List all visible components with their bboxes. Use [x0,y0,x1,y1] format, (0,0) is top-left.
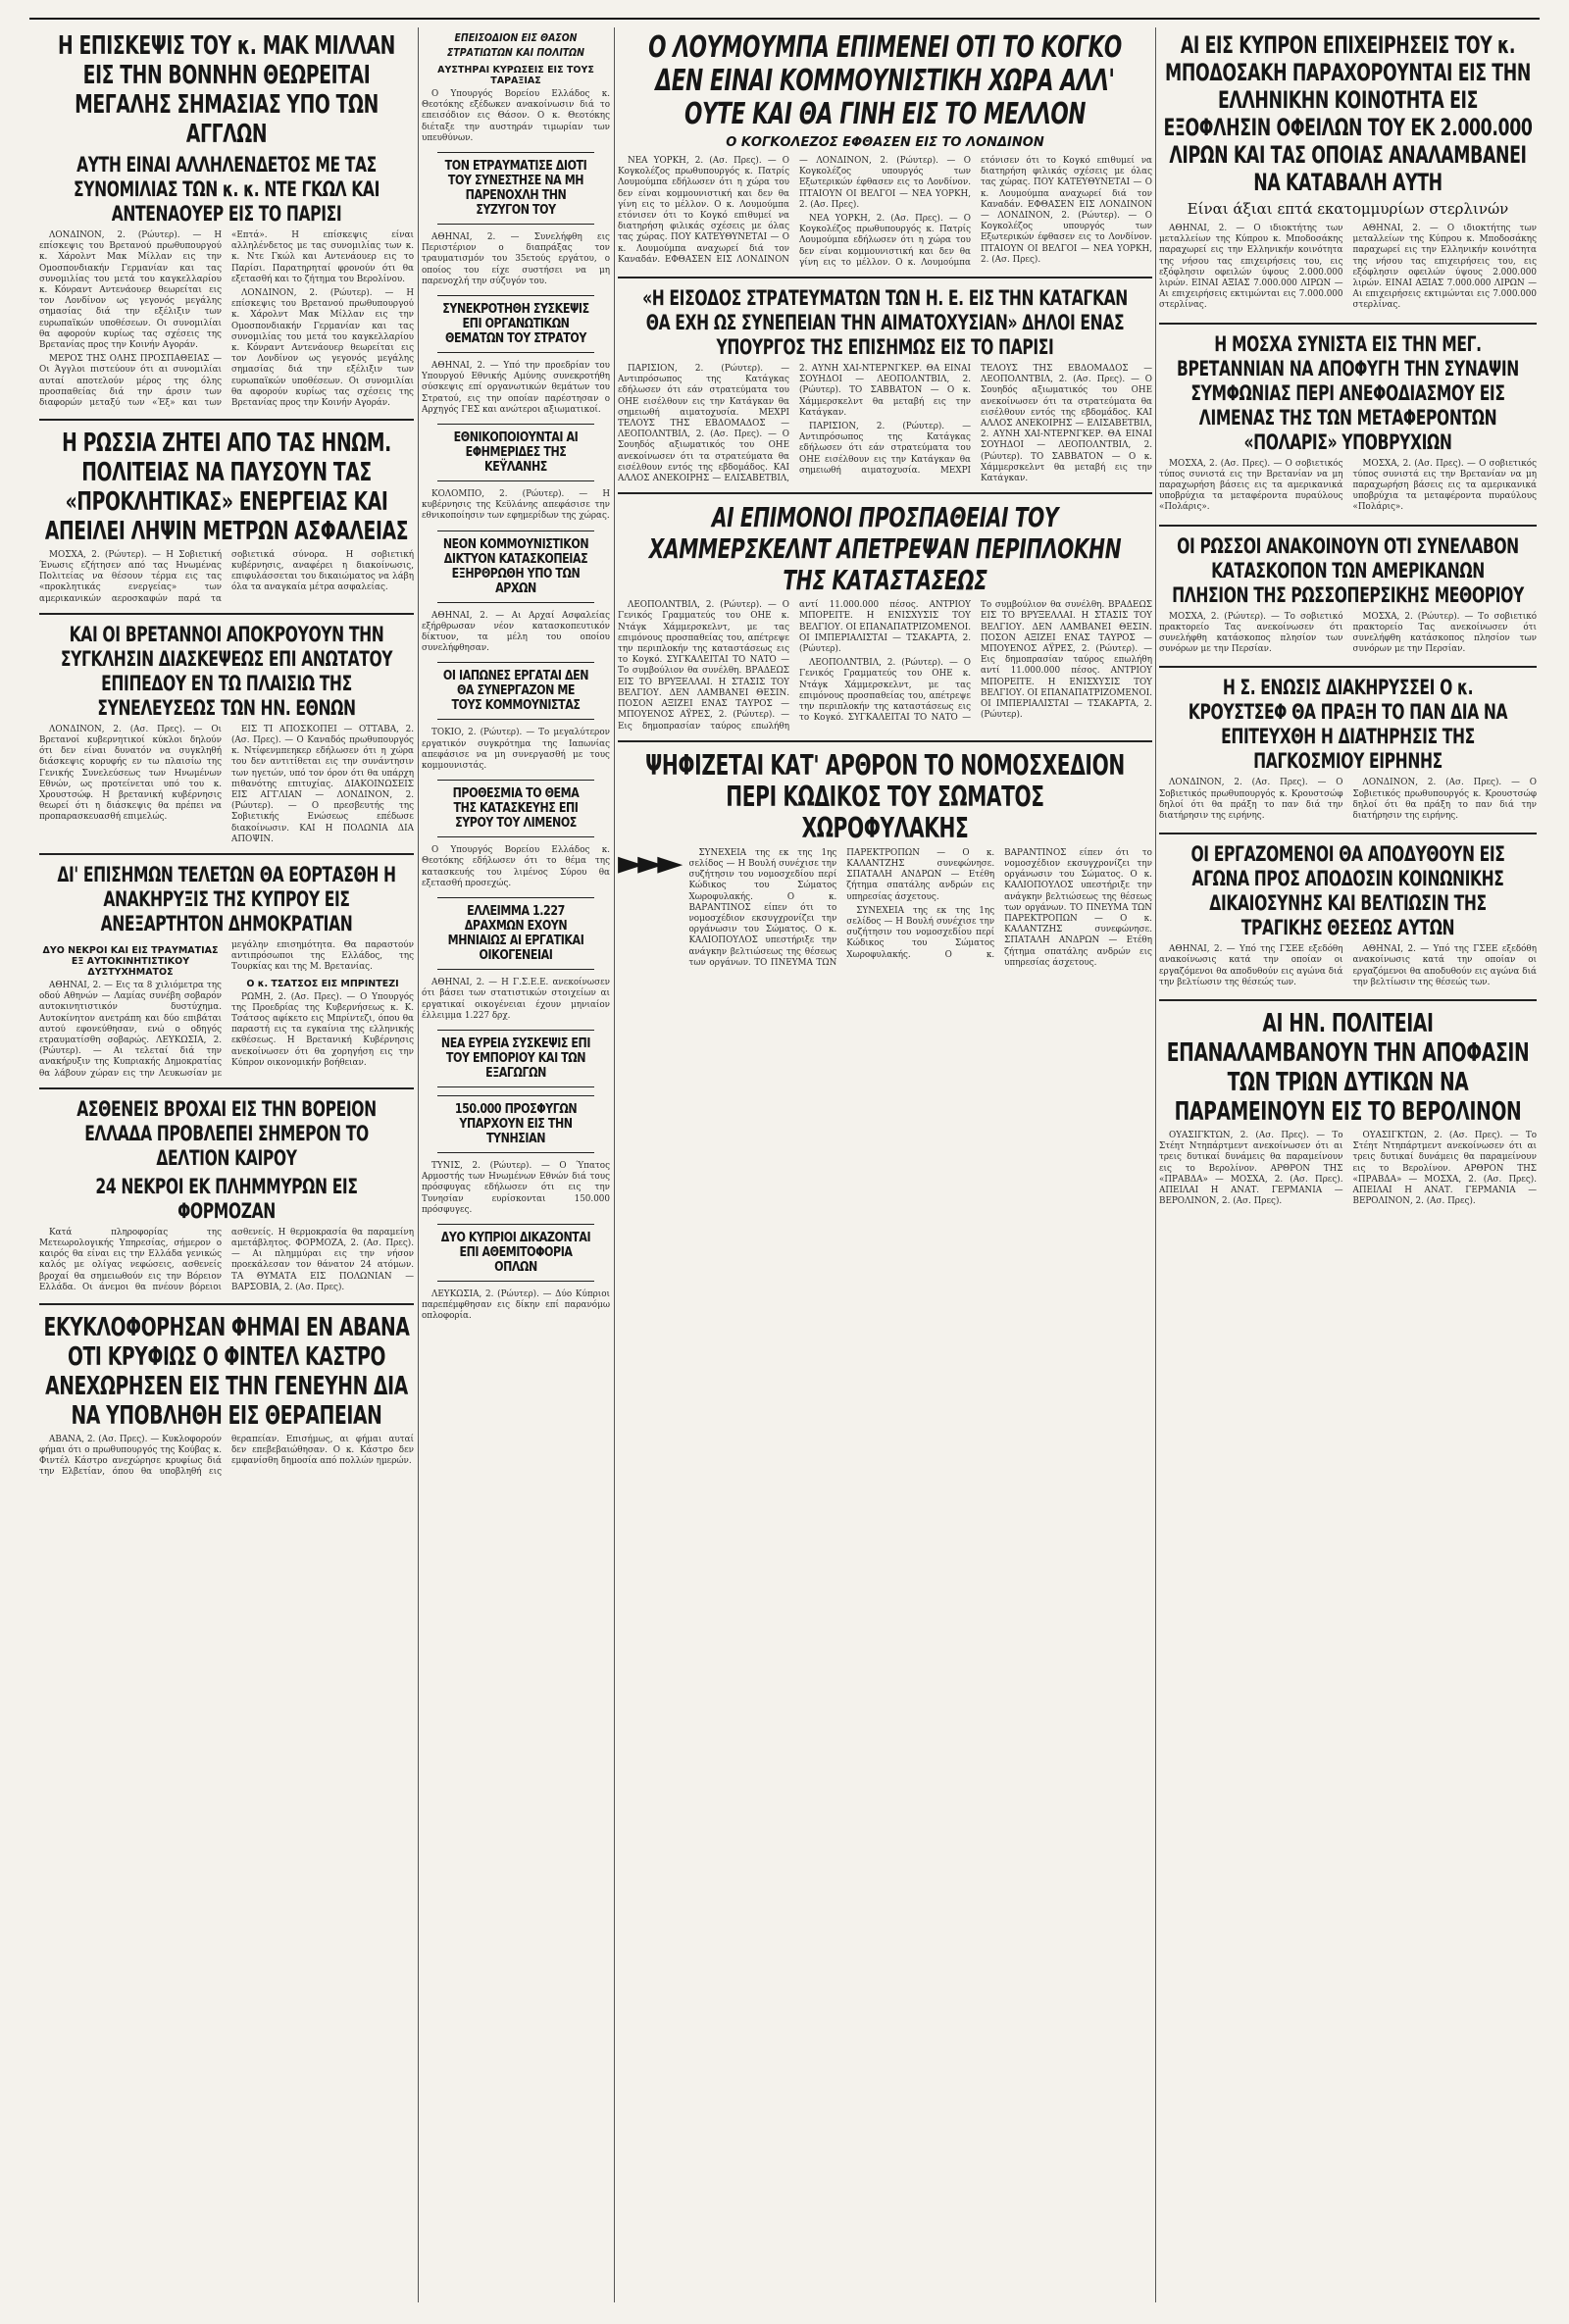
inline-heading: Ο κ. ΤΣΑΤΣΟΣ ΕΙΣ ΜΠΡΙΝΤΕΖΙ [246,978,399,989]
article-body [1159,612,1537,659]
article-text: ΣΥΝΕΧΕΙΑ της εκ της 1ης σελίδος — Η Βουλή συνέχισε την συζήτησιν του νομοσχεδίου περί Κώδικος του Σώματος Χωροφυλακής. Ο κ. ΒΑΡΑΝΤΙΝΟΣ είπεν ότι το νομοσχέδιον εκσυγχρονίζει την οργάνωσιν του Σώματος. Ο κ. ΚΑΛΙΟΠΟΥΛΟΣ υπεστήριξε την ανάγκην βελτιώσεως της θέσεως των οργάνων. ΤΟ ΠΝΕΥΜΑ ΤΩΝ ΠΑΡΕΚΤΡΟΠΩΝ — Ο κ. ΚΑΛΑΝΤΖΗΣ συνεφώνησε. ΣΠΑΤΑΛΗ ΑΝΔΡΩΝ — Ετέθη ζήτημα σπατάλης ανδρών εις υπηρεσίας άσχετους. [846,847,1152,968]
headline-britain-summit: ΚΑΙ ΟΙ ΒΡΕΤΑΝΝΟΙ ΑΠΟΚΡΟΥΟΥΝ ΤΗΝ ΣΥΓΚΛΗΣΙΝ ΔΙΑΣΚΕΨΕΩΣ ΕΠΙ ΑΝΩΤΑΤΟΥ ΕΠΙΠΕΔΟΥ ΕΝ ΤΩ ΠΛΑΙΣΙΩ ΤΗΣ ΣΥΝΕΛΕΥΣΕΩΣ ΤΩΝ ΗΝ. ΕΘΝΩΝ [60,622,393,720]
section-divider [1159,666,1537,668]
headline-lumumba: Ο ΛΟΥΜΟΥΜΠΑ ΕΠΙΜΕΝΕΙ ΟΤΙ ΤΟ ΚΟΓΚΟ ΔΕΝ ΕΙΝΑΙ ΚΟΜΜΟΥΝΙΣΤΙΚΗ ΧΩΡΑ ΑΛΛ' ΟΥΤΕ ΚΑΙ ΘΑ ΓΙΝΗ ΕΙΣ ΤΟ ΜΕΛΛΟΝ [648,30,1122,131]
article-text: ΟΥΑΣΙΓΚΤΩΝ, 2. (Ασ. Πρες). — Το Στέητ Ντηπάρτμεντ ανεκοίνωσεν ότι αι τρεις δυτικαί δυνάμεις θα παραμείνουν εις το Βερολίνον. ΑΡΘΡΟΝ ΤΗΣ «ΠΡΑΒΔΑ» — ΜΟΣΧΑ, 2. (Ασ. Πρες). ΑΠΕΙΛΑΙ Η ΑΝΑΤ. ΓΕΡΜΑΝΙΑ — ΒΕΡΟΛΙΝΟΝ, 2. (Ασ. Πρες). [1159,1131,1343,1207]
headline-formosa-floods: 24 ΝΕΚΡΟΙ ΕΚ ΠΛΗΜΜΥΡΩΝ ΕΙΣ ΦΟΡΜΟΖΑΝ [95,1174,358,1223]
article-text: ΑΘΗΝΑΙ, 2. — Συνελήφθη εις Περιστέριον ο διαπράξας τον τραυματισμόν του 35ετούς εργάτου, ο οποίος του είχε συστήσει να μη παρενοχλή την σύζυγόν του. [422,232,610,286]
article-text: ΤΥΝΙΣ, 2. (Ρώυτερ). — Ο Ύπατος Αρμοστής των Ηνωμένων Εθνών διά τους πρόσφυγας εδήλωσεν ότι εις την Τυνησίαν ευρίσκονται 150.000 πρόσφυγες. [422,1160,610,1215]
article-body [1159,1131,1537,1210]
headline-khrushchev-peace: Η Σ. ΕΝΩΣΙΣ ΔΙΑΚΗΡΥΣΣΕΙ Ο κ. ΚΡΟΥΣΤΣΕΦ ΘΑ ΠΡΑΞΗ ΤΟ ΠΑΝ ΔΙΑ ΝΑ ΕΠΙΤΕΥΧΘΗ Η ΔΙΑΤΗΡΗΣΙΣ ΤΗΣ ΠΑΓΚΟΣΜΙΟΥ ΕΙΡΗΝΗΣ [1188,676,1508,774]
article-text: ΛΟΝΔΙΝΟΝ, 2. (Ρώυτερ). — Η επίσκεψις του Βρετανού πρωθυπουργού κ. Χάρολντ Μακ Μίλλαν εις την Ομοσπονδιακήν Γερμανίαν και τας συνομιλίας του μετά του καγκελλαρίου κ. Κόνραντ Αντενάουερ θεωρείται εις τον Λονδίνον ως γεγονός μεγάλης σημασίας διά την εξέλιξιν των ευρωπαϊκών υποθέσεων. Οι συνομιλίαι θα αφορούν κυρίως τας σχέσεις της Βρετανίας προς την Κοινήν Αγοράν. [39,230,222,351]
article-body [618,156,1152,269]
article-text: ΛΟΝΔΙΝΟΝ, 2. (Ασ. Πρες). — Οι Βρετανοί κυβερνητικοί κύκλοι δηλούν ότι δεν είναι δυνατόν να συγκληθή διάσκεψις κορυφής εν τω πλαισίω της Γενικής Συνελεύσεως των Ηνωμένων Εθνών, ως προτείνεται υπό του κ. Χρουστσώφ. Η βρετανική κυβέρνησις θεωρεί ότι η διάσκεψις θα πρέπει να προπαρασκευασθή επιμελώς. [39,724,222,823]
article-text: Ο Υπουργός Βορείου Ελλάδος κ. Θεοτόκης εξέδωκεν ανακοίνωσιν διά το επεισόδιον εις Θάσον. Ο κ. Θεοτόκης διέταξε την αυστηράν τιμωρίαν των υπευθύνων. [422,89,610,143]
headline-berlin: ΑΙ ΗΝ. ΠΟΛΙΤΕΙΑΙ ΕΠΑΝΑΛΑΜΒΑΝΟΥΝ ΤΗΝ ΑΠΟΦΑΣΙΝ ΤΩΝ ΤΡΙΩΝ ΔΥΤΙΚΩΝ ΝΑ ΠΑΡΑΜΕΙΝΟΥΝ ΕΙΣ ΤΟ ΒΕΡΟΛΙΝΟΝ [1166,1009,1530,1128]
article-body [618,364,1152,484]
headline-bodosakis: ΑΙ ΕΙΣ ΚΥΠΡΟΝ ΕΠΙΧΕΙΡΗΣΕΙΣ ΤΟΥ κ. ΜΠΟΔΟΣΑΚΗ ΠΑΡΑΧΟΡΟΥΝΤΑΙ ΕΙΣ ΤΗΝ ΕΛΛΗΝΙΚΗΝ ΚΟΙΝΟΤΗΤΑ ΕΙΣ ΕΞΟΦΛΗΣΙΝ ΟΦΕΙΛΩΝ ΤΟΥ ΕΚ 2.000.000 ΛΙΡΩΝ ΚΑΙ ΤΑΣ ΟΠΟΙΑΣ ΑΝΑΛΑΜΒΑΝΕΙ ΝΑ ΚΑΤΑΒΑΛΗ ΑΥΤΗ [1163,31,1533,196]
headline-army-meeting: ΣΥΝΕΚΡΟΤΗΘΗ ΣΥΣΚΕΨΙΣ ΕΠΙ ΟΡΓΑΝΩΤΙΚΩΝ ΘΕΜΑΤΩΝ ΤΟΥ ΣΤΡΑΤΟΥ [442,302,589,347]
article-text: ΑΘΗΝΑΙ, 2. — Η Γ.Σ.Ε.Ε. ανεκοίνωσεν ότι βάσει των στατιστικών στοιχείων αι εργατικαί οικογένειαι έχουν μηνιαίον έλλειμμα 1.227 δρχ. [422,978,610,1021]
inline-heading: ΑΥΣΤΗΡΑΙ ΚΥΡΩΣΕΙΣ ΕΙΣ ΤΟΥΣ ΤΑΡΑΞΙΑΣ [437,65,594,86]
column-4 [1159,27,1537,2307]
article-text: ΛΕΟΠΟΛΝΤΒΙΛ, 2. (Ρώυτερ). — Ο Γενικός Γραμματεύς του ΟΗΕ κ. Ντάγκ Χάμμερσκελντ, με τας επιμόνους προσπαθείας του, απέτρεψε την περιπλοκήν της καταστάσεως εις το Κογκό. ΣΥΓΚΑΛΕΙΤΑΙ ΤΟ ΝΑΤΟ — Το συμβούλιον θα συνέλθη. ΒΡΑΔΕΩΣ ΕΙΣ ΤΟ ΒΡΥΞΕΛΛΑΙ. Η ΣΤΑΣΙΣ ΤΟΥ ΒΕΛΓΙΟΥ. ΔΕΝ ΛΑΜΒΑΝΕΙ ΘΕΣΙΝ. ΠΟΣΟΝ ΑΞΙΖΕΙ ΕΝΑΣ ΤΑΥΡΟΣ — ΜΠΟΥΕΝΟΣ ΑΫΡΕΣ, 2. (Ρώυτερ). — Εις δημοπρασίαν ταύρος επωλήθη αντί 11.000.000 πέσος. ΑΝΤΡΙΟΥ ΜΠΟΡΕΙΤΕ. Η ΕΝΙΣΧΥΣΙΣ ΤΟΥ ΒΕΛΓΙΟΥ. ΟΙ ΕΠΑΝΑΠΑΤΡΙΖΟΜΕΝΟΙ. ΟΙ ΙΜΠΕΡΙΑΛΙΣΤΑΙ — ΤΣΑΚΑΡΤΑ, 2. (Ρώυτερ). [618,600,971,732]
section-divider [39,853,414,855]
article-body [39,230,414,411]
article-text: ΜΟΣΧΑ, 2. (Ασ. Πρες). — Ο σοβιετικός τύπος συνιστά εις την Βρετανίαν να μη παραχωρήση βάσεις εις τα αμερικανικά υποβρύχια τα μεταφέροντα πυραύλους «Πολάρις». [1352,458,1537,513]
article-text: ΑΘΗΝΑΙ, 2. — Υπό την προεδρίαν του Υπουργού Εθνικής Αμύνης συνεκροτήθη σύσκεψις επί οργανωτικών θεμάτων του Στρατού, εις την οποίαν παρέστησαν ο Αρχηγός ΓΕΣ και ανώτεροι αξιωματικοί. [422,361,610,415]
headline-syros-port: ΠΡΟΘΕΣΜΙΑ ΤΟ ΘΕΜΑ ΤΗΣ ΚΑΤΑΣΚΕΥΗΣ ΕΠΙ ΣΥΡΟΥ ΤΟΥ ΛΙΜΕΝΟΣ [452,786,580,832]
article-text: ΡΩΜΗ, 2. (Ασ. Πρες). — Ο Υπουργός της Προεδρίας της Κυβερνήσεως κ. Κ. Τσάτσος αφίκετο εις Μπρίντεζι, όπου θα παραστή εις τα εγκαίνια της ελληνικής εκθέσεως. Η Βρετανική Κυβέρνησις ανεκοίνωσεν ότι θα χορηγήση εις την Κύπρον οικονομικήν βοήθειαν. [231,991,414,1068]
headline-spy-network: ΝΕΟΝ ΚΟΜΜΟΥΝΙΣΤΙΚΟΝ ΔΙΚΤΥΟΝ ΚΑΤΑΣΚΟΠΕΙΑΣ ΕΞΗΡΘΡΩΘΗ ΥΠΟ ΤΩΝ ΑΡΧΩΝ [442,536,589,596]
headline-hammarskjold: ΑΙ ΕΠΙΜΟΝΟΙ ΠΡΟΣΠΑΘΕΙΑΙ ΤΟΥ ΧΑΜΜΕΡΣΚΕΛΝΤ ΑΠΕΤΡΕΨΑΝ ΠΕΡΙΠΛΟΚΗΝ ΤΗΣ ΚΑΤΑΣΤΑΣΕΩΣ [648,501,1122,597]
headline-trade-meeting: ΝΕΑ ΕΥΡΕΙΑ ΣΥΣΚΕΨΙΣ ΕΠΙ ΤΟΥ ΕΜΠΟΡΙΟΥ ΚΑΙ ΤΩΝ ΕΞΑΓΩΓΩΝ [440,1036,591,1081]
headline-refugees: 150.000 ΠΡΟΣΦΥΓΩΝ ΥΠΑΡΧΟΥΝ ΕΙΣ ΤΗΝ ΤΥΝΗΣΙΑΝ [454,1101,578,1146]
headline-katanga: «Η ΕΙΣΟΔΟΣ ΣΤΡΑΤΕΥΜΑΤΩΝ ΤΩΝ Η. Ε. ΕΙΣ ΤΗΝ ΚΑΤΑΓΚΑΝ ΘΑ ΕΧΗ ΩΣ ΣΥΝΕΠΕΙΑΝ ΤΗΝ ΑΙΜΑΤΟΧΥΣΙΑΝ» ΔΗΛΟΙ ΕΝΑΣ ΥΠΟΥΡΓΟΣ ΤΗΣ ΕΠΙΣΗΜΩΣ ΕΙΣ ΤΟ ΠΑΡΙΣΙ [642,286,1128,360]
column-rule [1155,27,1156,2302]
article-text: ΝΕΑ ΥΟΡΚΗ, 2. (Ασ. Πρες). — Ο Κογκολέζος πρωθυπουργός κ. Πατρίς Λουμούμπα εδήλωσεν ότι η χώρα του δεν είναι κομμουνιστική και δεν θα γίνη εις το μέλλον. Ο κ. Λουμούμπα ετόνισεν ότι το Κογκό επιθυμεί να διατηρήση φιλικάς σχέσεις με όλας τας χώρας. ΠΟΥ ΚΑΤΕΥΘΥΝΕΤΑΙ — Ο κ. Λουμούμπα αναχωρεί διά τον Καναδάν. ΕΦΘΑΣΕΝ ΕΙΣ ΛΟΝΔΙΝΟΝ — ΛΟΝΔΙΝΟΝ, 2. (Ρώυτερ). — Ο Κογκολέζος υπουργός των Εξωτερικών έφθασεν εις το Λονδίνον. ΠΤΑΙΟΥΝ ΟΙ ΒΕΛΓΟΙ — ΝΕΑ ΥΟΡΚΗ, 2. (Ασ. Πρες). [618,156,971,265]
article-text: Ο Υπουργός Βορείου Ελλάδος κ. Θεοτόκης εδήλωσεν ότι το θέμα της κατασκευής του λιμένος Σύρου θα εξετασθή προσεχώς. [422,845,610,888]
subheadline-congolese-london: Ο ΚΟΓΚΟΛΕΖΟΣ ΕΦΘΑΣΕΝ ΕΙΣ ΤΟ ΛΟΝΔΙΝΟΝ [726,135,1044,150]
article-body [39,940,414,1080]
headline-castro-geneva: ΕΚΥΚΛΟΦΟΡΗΣΑΝ ΦΗΜΑΙ ΕΝ ΑΒΑΝΑ ΟΤΙ ΚΡΥΦΙΩΣ Ο ΦΙΝΤΕΛ ΚΑΣΤΡΟ ΑΝΕΧΩΡΗΣΕΝ ΕΙΣ ΤΗΝ ΓΕΝΕΥΗΝ ΔΙΑ ΝΑ ΥΠΟΒΛΗΘΗ ΕΙΣ ΘΕΡΑΠΕΙΑΝ [43,1312,410,1431]
article-body [39,725,414,845]
section-divider [1159,525,1537,527]
article-text: ΜΟΣΧΑ, 2. (Ασ. Πρες). — Ο σοβιετικός τύπος συνιστά εις την Βρετανίαν να μη παραχωρήση βάσεις εις τα αμερικανικά υποβρύχια τα μεταφέροντα πυραύλους «Πολάρις». [1159,458,1343,513]
article-text: Κατά πληροφορίας της Μετεωρολογικής Υπηρεσίας, σήμερον ο καιρός θα είναι εις την Ελλάδα γενικώς καλός με ολίγας νεφώσεις, ασθενείς βροχαί θα σημειωθούν εις την Βόρειον Ελλάδα. Οι άνεμοι θα πνέουν βόρειοι ασθενείς. Η θερμοκρασία θα παραμείνη αμετάβλητος. ΦΟΡΜΟΖΑ, 2. (Ασ. Πρες). — Αι πλημμύραι εις την νήσον προεκάλεσαν τον θάνατον 24 ατόμων. ΤΑ ΘΥΜΑΤΑ ΕΙΣ ΠΟΛΩΝΙΑΝ — ΒΑΡΣΟΒΙΑ, 2. (Ασ. Πρες). [39,1227,414,1292]
article-text: ΛΟΝΔΙΝΟΝ, 2. (Ασ. Πρες). — Ο Σοβιετικός πρωθυπουργός κ. Κρουστσώφ δηλοί ότι θα πράξη το παν διά την διατήρησιν της ειρήνης. [1352,778,1537,822]
article-text: ΣΥΝΕΧΕΙΑ της εκ της 1ης σελίδος — Η Βουλή συνέχισε την συζήτησιν του νομοσχεδίου περί Κώδικος του Σώματος Χωροφυλακής. Ο κ. ΒΑΡΑΝΤΙΝΟΣ είπεν ότι το νομοσχέδιον εκσυγχρονίζει την οργάνωσιν του Σώματος. Ο κ. ΚΑΛΙΟΠΟΥΛΟΣ υπεστήριξε την ανάγκην βελτιώσεως της θέσεως των οργάνων. ΤΟ ΠΝΕΥΜΑ ΤΩΝ ΠΑΡΕΚΤΡΟΠΩΝ — Ο κ. ΚΑΛΑΝΤΖΗΣ συνεφώνησε. ΣΠΑΤΑΛΗ ΑΝΔΡΩΝ — Ετέθη ζήτημα σπατάλης ανδρών εις υπηρεσίας άσχετους. [688,847,995,968]
article-text: ΛΕΥΚΩΣΙΑ, 2. (Ρώυτερ). — Δύο Κύπριοι παρεπέμφθησαν εις δίκην επί παρανόμω οπλοφορία. [422,1288,610,1322]
article-body [688,848,1152,969]
section-divider [618,740,1152,742]
section-divider [618,492,1152,494]
headline-deficit: ΕΛΛΕΙΜΜΑ 1.227 ΔΡΑΧΜΩΝ ΕΧΟΥΝ ΜΗΝΙΑΙΩΣ ΑΙ ΕΡΓΑΤΙΚΑΙ ΟΙΚΟΓΕΝΕΙΑΙ [447,904,584,964]
column-1 [39,27,414,2307]
article-body [39,1228,414,1295]
article-text: ΑΘΗΝΑΙ, 2. — Υπό της ΓΣΕΕ εξεδόθη ανακοίνωσις κατά την οποίαν οι εργαζόμενοι θα αποδυθούν εις αγώνα διά την βελτίωσιν της θέσεώς των. [1352,944,1537,987]
inline-heading: ΔΥΟ ΝΕΚΡΟΙ ΚΑΙ ΕΙΣ ΤΡΑΥΜΑΤΙΑΣ ΕΞ ΑΥΤΟΚΙΝΗΤΙΣΤΙΚΟΥ ΔΥΣΤΥΧΗΜΑΤΟΣ [42,945,219,978]
headline-wounded: ΤΟΝ ΕΤΡΑΥΜΑΤΙΣΕ ΔΙΟΤΙ ΤΟΥ ΣΥΝΕΣΤΗΣΕ ΝΑ ΜΗ ΠΑΡΕΝΟΧΛΗ ΤΗΝ ΣΥΖΥΓΟΝ ΤΟΥ [444,159,587,219]
subheadline-de-gaulle-adenauer: ΑΥΤΗ ΕΙΝΑΙ ΑΛΛΗΛΕΝΔΕΤΟΣ ΜΕ ΤΑΣ ΣΥΝΟΜΙΛΙΑΣ ΤΩΝ κ. κ. ΝΤΕ ΓΚΩΛ ΚΑΙ ΑΝΤΕΝΑΟΥΕΡ ΕΙΣ ΤΟ ΠΑΡΙΣΙ [73,153,380,226]
article-text: ΕΙΣ ΤΙ ΑΠΟΣΚΟΠΕΙ — ΟΤΤΑΒΑ, 2. (Ασ. Πρες). — Ο Καναδός πρωθυπουργός κ. Ντίφενμπεηκερ εδήλωσεν ότι η χώρα του δεν αντιτίθεται εις την συνάντησιν των ηγετών, υπό τον όρον ότι θα υπάρχη πιθανότης επιτυχίας. ΔΙΑΚΟΙΝΩΣΕΙΣ ΕΙΣ ΑΓΓΛΙΑΝ — ΛΟΝΔΙΝΟΝ, 2. (Ρώυτερ). — Ο πρεσβευτής της Σοβιετικής Ενώσεως επέδωσε διακοίνωσιν. ΚΑΙ Η ΠΟΛΩΝΙΑ ΔΙΑ ΑΠΟΨΙΝ. [231,724,414,844]
headline-spy-arrest: ΟΙ ΡΩΣΣΟΙ ΑΝΑΚΟΙΝΟΥΝ ΟΤΙ ΣΥΝΕΛΑΒΟΝ ΚΑΤΑΣΚΟΠΟΝ ΤΩΝ ΑΜΕΡΙΚΑΝΩΝ ΠΛΗΣΙΟΝ ΤΗΣ ΡΩΣΣΟΠΕΡΣΙΚΗΣ ΜΕΘΟΡΙΟΥ [1172,533,1524,607]
headline-macmillan-bonn: Η ΕΠΙΣΚΕΨΙΣ ΤΟΥ κ. ΜΑΚ ΜΙΛΛΑΝ ΕΙΣ ΤΗΝ ΒΟΝΝΗΝ ΘΕΩΡΕΙΤΑΙ ΜΕΓΑΛΗΣ ΣΗΜΑΣΙΑΣ ΥΠΟ ΤΩΝ ΑΓΓΛΩΝ [58,31,395,149]
article-text: ΑΘΗΝΑΙ, 2. — Υπό της ΓΣΕΕ εξεδόθη ανακοίνωσις κατά την οποίαν οι εργαζόμενοι θα αποδυθούν εις αγώνα διά την βελτίωσιν της θέσεώς των. [1159,944,1343,987]
article-text: ΛΟΝΔΙΝΟΝ, 2. (Ρώυτερ). — Η επίσκεψις του Βρετανού πρωθυπουργού κ. Χάρολντ Μακ Μίλλαν εις την Ομοσπονδιακήν Γερμανίαν και τας συνομιλίας του μετά του καγκελλαρίου κ. Κόνραντ Αντενάουερ θεωρείται εις τον Λονδίνον ως γεγονός μεγάλης σημασίας διά την εξέλιξιν των ευρωπαϊκών υποθέσεων. Οι συνομιλίαι θα αφορούν κυρίως τας σχέσεις της Βρετανίας προς την Κοινήν Αγοράν. [231,288,414,409]
subheadline-value: Είναι άξιαι επτά εκατομμυρίων στερλινών [1187,200,1509,218]
article-text: ΑΘΗΝΑΙ, 2. — Ο ιδιοκτήτης των μεταλλείων της Κύπρου κ. Μποδοσάκης παραχωρεί εις την Ελληνικήν κοινότητα της νήσου τας επιχειρήσεις του, εις εξόφλησιν οφειλών ύψους 2.000.000 λιρών. ΕΙΝΑΙ ΑΞΙΑΣ 7.000.000 ΛΙΡΩΝ — Αι επιχειρήσεις εκτιμώνται εις 7.000.000 στερλίνας. [1159,224,1343,311]
headline-cypriots-trial: ΔΥΟ ΚΥΠΡΙΟΙ ΔΙΚΑΖΟΝΤΑΙ ΕΠΙ ΑΘΕΜΙΤΟΦΟΡΙΑ ΟΠΛΩΝ [440,1230,591,1275]
headline-russia-usa: Η ΡΩΣΣΙΑ ΖΗΤΕΙ ΑΠΟ ΤΑΣ ΗΝΩΜ. ΠΟΛΙΤΕΙΑΣ ΝΑ ΠΑΥΣΟΥΝ ΤΑΣ «ΠΡΟΚΛΗΤΙΚΑΣ» ΕΝΕΡΓΕΙΑΣ ΚΑΙ ΑΠΕΙΛΕΙ ΛΗΨΙΝ ΜΕΤΡΩΝ ΑΣΦΑΛΕΙΑΣ [44,428,409,546]
article-text: ΑΘΗΝΑΙ, 2. — Εις τα 8 χιλιόμετρα της οδού Αθηνών — Λαμίας συνέβη σοβαρόν αυτοκινητιστικόν δυστύχημα. Αυτοκίνητον ανετράπη και δύο επιβάται αυτού εφονεύθησαν, ενώ ο οδηγός ετραυματίσθη σοβαρώς. ΛΕΥΚΩΣΙΑ, 2. (Ρώυτερ). — Αι τελεταί διά την ανακήρυξιν της Κυπριακής Δημοκρατίας θα λάβουν χώραν εις την Λευκωσίαν με μεγάλην επισημότητα. Θα παραστούν αντιπρόσωποι της Ελλάδος, της Τουρκίας και της Μ. Βρετανίας. [39,940,414,1079]
headline-workers-struggle: ΟΙ ΕΡΓΑΖΟΜΕΝΟΙ ΘΑ ΑΠΟΔΥΘΟΥΝ ΕΙΣ ΑΓΩΝΑ ΠΡΟΣ ΑΠΟΔΟΣΙΝ ΚΟΙΝΩΝΙΚΗΣ ΔΙΚΑΙΟΣΥΝΗΣ ΚΑΙ ΒΕΛΤΙΩΣΙΝ ΤΗΣ ΤΡΑΓΙΚΗΣ ΘΕΣΕΩΣ ΑΥΤΩΝ [1190,842,1505,940]
headline-japanese-workers: ΟΙ ΙΑΠΩΝΕΣ ΕΡΓΑΤΑΙ ΔΕΝ ΘΑ ΣΥΝΕΡΓΑΖΟΝ ΜΕ ΤΟΥΣ ΚΟΜΜΟΥΝΙΣΤΑΣ [442,669,589,714]
article-text: ΜΟΣΧΑ, 2. (Ρώυτερ). — Το σοβιετικό πρακτορείο Τας ανεκοίνωσεν ότι συνελήφθη κατάσκοπος πλησίον των συνόρων με την Περσίαν. [1352,611,1537,655]
article-body [1159,459,1537,517]
article-text: ΟΥΑΣΙΓΚΤΩΝ, 2. (Ασ. Πρες). — Το Στέητ Ντηπάρτμεντ ανεκοίνωσεν ότι αι τρεις δυτικαί δυνάμεις θα παραμείνουν εις το Βερολίνον. ΑΡΘΡΟΝ ΤΗΣ «ΠΡΑΒΔΑ» — ΜΟΣΧΑ, 2. (Ασ. Πρες). ΑΠΕΙΛΑΙ Η ΑΝΑΤ. ΓΕΡΜΑΝΙΑ — ΒΕΡΟΛΙΝΟΝ, 2. (Ασ. Πρες). [1352,1131,1537,1207]
section-divider [1159,999,1537,1001]
headline-ceylon-press: ΕΘΝΙΚΟΠΟΙΟΥΝΤΑΙ ΑΙ ΕΦΗΜΕΡΙΔΕΣ ΤΗΣ ΚΕΫΛΑΝΗΣ [453,430,579,476]
top-rule [29,18,1540,20]
headline-polaris: Η ΜΟΣΧΑ ΣΥΝΙΣΤΑ ΕΙΣ ΤΗΝ ΜΕΓ. ΒΡΕΤΑΝΝΙΑΝ ΝΑ ΑΠΟΦΥΓΗ ΤΗΝ ΣΥΝΑΨΙΝ ΣΥΜΦΩΝΙΑΣ ΠΕΡΙ ΑΝΕΦΟΔΙΑΣΜΟΥ ΕΙΣ ΛΙΜΕΝΑΣ ΤΗΣ ΤΩΝ ΜΕΤΑΦΕΡΟΝΤΩΝ «ΠΟΛΑΡΙΣ» ΥΠΟΒΡΥΧΙΩΝ [1177,331,1519,454]
continuation-block [618,842,1152,969]
article-text: ΑΘΗΝΑΙ, 2. — Ο ιδιοκτήτης των μεταλλείων της Κύπρου κ. Μποδοσάκης παραχωρεί εις την Ελληνικήν κοινότητα της νήσου τας επιχειρήσεις του, εις εξόφλησιν οφειλών ύψους 2.000.000 λιρών. ΕΙΝΑΙ ΑΞΙΑΣ 7.000.000 ΛΙΡΩΝ — Αι επιχειρήσεις εκτιμώνται εις 7.000.000 στερλίνας. [1352,224,1537,311]
article-text: ΑΒΑΝΑ, 2. (Ασ. Πρες). — Κυκλοφορούν φήμαι ότι ο πρωθυπουργός της Κούβας κ. Φιντέλ Κάστρο ανεχώρησε κρυφίως διά την Ελβετίαν, όπου θα υποβληθή εις θεραπείαν. Επισήμως, αι φήμαι αυταί δεν επεβεβαιώθησαν. Ο κ. Κάστρο δεν εμφανίσθη δημοσία από πολλών ημερών. [39,1434,414,1478]
article-text: ΜΟΣΧΑ, 2. (Ρώυτερ). — Το σοβιετικό πρακτορείο Τας ανεκοίνωσεν ότι συνελήφθη κατάσκοπος πλησίον των συνόρων με την Περσίαν. [1159,611,1343,655]
column-3 [618,27,1152,2307]
continuation-arrows-icon: ►►► [618,842,678,883]
article-body [618,600,1152,732]
article-body [1159,224,1537,315]
article-text: ΠΑΡΙΣΙΟΝ, 2. (Ρώυτερ). — Αντιπρόσωπος της Κατάγκας εδήλωσεν ότι εάν στρατεύματα του ΟΗΕ εισέλθουν εις την Κατάγκαν θα σημειωθή αιματοχυσία. ΜΕΧΡΙ ΤΕΛΟΥΣ ΤΗΣ ΕΒΔΟΜΑΔΟΣ — ΛΕΟΠΟΛΝΤΒΙΛ, 2. (Ασ. Πρες). — Ο Σουηδός αξιωματικός του ΟΗΕ ανεκοίνωσεν ότι τα στρατεύματα θα εισέλθουν εντός της εβδομάδος. ΚΑΙ ΑΛΛΟΣ ΑΝΕΚΟΙΡΗΣ — ΕΛΙΣΑΒΕΤΒΙΛ, 2. ΑΥΝΗ ΧΑΙ-ΝΤΕΡΝΓΚΕΡ. ΘΑ ΕΙΝΑΙ ΣΟΥΗΔΟΙ — ΛΕΟΠΟΛΝΤΒΙΛ, 2. (Ρώυτερ). ΤΟ ΣΑΒΒΑΤΟΝ — Ο κ. Χάμμερσκελντ θα μεταβή εις την Κατάγκαν. [799,364,1152,484]
article-text: ΚΟΛΟΜΠΟ, 2. (Ρώυτερ). — Η κυβέρνησις της Κεϋλάνης απεφάσισε την εθνικοποίησιν των εφημερίδων της χώρας. [422,489,610,522]
article-body [39,550,414,605]
section-divider [39,419,414,421]
section-divider [39,1087,414,1089]
headline-weather: ΑΣΘΕΝΕΙΣ ΒΡΟΧΑΙ ΕΙΣ ΤΗΝ ΒΟΡΕΙΟΝ ΕΛΛΑΔΑ ΠΡΟΒΛΕΠΕΙ ΣΗΜΕΡΟΝ ΤΟ ΔΕΛΤΙΟΝ ΚΑΙΡΟΥ [76,1096,377,1170]
article-text: ΠΑΡΙΣΙΟΝ, 2. (Ρώυτερ). — Αντιπρόσωπος της Κατάγκας εδήλωσεν ότι εάν στρατεύματα του ΟΗΕ εισέλθουν εις την Κατάγκαν θα σημειωθή αιματοχυσία. ΜΕΧΡΙ ΤΕΛΟΥΣ ΤΗΣ ΕΒΔΟΜΑΔΟΣ — ΛΕΟΠΟΛΝΤΒΙΛ, 2. (Ασ. Πρες). — Ο Σουηδός αξιωματικός του ΟΗΕ ανεκοίνωσεν ότι τα στρατεύματα θα εισέλθουν εντός της εβδομάδος. ΚΑΙ ΑΛΛΟΣ ΑΝΕΚΟΙΡΗΣ — ΕΛΙΣΑΒΕΤΒΙΛ, 2. ΑΥΝΗ ΧΑΙ-ΝΤΕΡΝΓΚΕΡ. ΘΑ ΕΙΝΑΙ ΣΟΥΗΔΟΙ — ΛΕΟΠΟΛΝΤΒΙΛ, 2. (Ρώυτερ). ΤΟ ΣΑΒΒΑΤΟΝ — Ο κ. Χάμμερσκελντ θα μεταβή εις την Κατάγκαν. [618,364,971,484]
section-divider [39,613,414,615]
article-text: ΛΟΝΔΙΝΟΝ, 2. (Ασ. Πρες). — Ο Σοβιετικός πρωθυπουργός κ. Κρουστσώφ δηλοί ότι θα πράξη το παν διά την διατήρησιν της ειρήνης. [1159,778,1343,822]
section-divider [618,277,1152,278]
headline-cyprus-republic: ΔΙ' ΕΠΙΣΗΜΩΝ ΤΕΛΕΤΩΝ ΘΑ ΕΟΡΤΑΣΘΗ Η ΑΝΑΚΗΡΥΞΙΣ ΤΗΣ ΚΥΠΡΟΥ ΕΙΣ ΑΝΕΞΑΡΤΗΤΟΝ ΔΗΜΟΚΡΑΤΙΑΝ [57,863,396,935]
section-divider [1159,323,1537,325]
article-text: ΤΟΚΙΟ, 2. (Ρώυτερ). — Το μεγαλύτερον εργατικόν συγκρότημα της Ιαπωνίας απεφάσισε να μη συνεργασθή με τους κομμουνιστάς. [422,728,610,772]
article-text: ΝΕΑ ΥΟΡΚΗ, 2. (Ασ. Πρες). — Ο Κογκολέζος πρωθυπουργός κ. Πατρίς Λουμούμπα εδήλωσεν ότι η χώρα του δεν είναι κομμουνιστική και δεν θα γίνη εις το μέλλον. Ο κ. Λουμούμπα ετόνισεν ότι το Κογκό επιθυμεί να διατηρήση φιλικάς σχέσεις με όλας τας χώρας. ΠΟΥ ΚΑΤΕΥΘΥΝΕΤΑΙ — Ο κ. Λουμούμπα αναχωρεί διά τον Καναδάν. ΕΦΘΑΣΕΝ ΕΙΣ ΛΟΝΔΙΝΟΝ — ΛΟΝΔΙΝΟΝ, 2. (Ρώυτερ). — Ο Κογκολέζος υπουργός των Εξωτερικών έφθασεν εις το Λονδίνον. ΠΤΑΙΟΥΝ ΟΙ ΒΕΛΓΟΙ — ΝΕΑ ΥΟΡΚΗ, 2. (Ασ. Πρες). [799,156,1152,268]
headline-gendarmerie-code: ΨΗΦΙΖΕΤΑΙ ΚΑΤ' ΑΡΘΡΟΝ ΤΟ ΝΟΜΟΣΧΕΔΙΟΝ ΠΕΡΙ ΚΩΔΙΚΟΣ ΤΟΥ ΣΩΜΑΤΟΣ ΧΩΡΟΦΥΛΑΚΗΣ [645,748,1125,844]
section-divider [1159,833,1537,834]
column-rule [614,27,615,2302]
column-rule [418,27,419,2302]
section-divider [39,1303,414,1305]
article-body [1159,778,1537,825]
headline-thasos: ΕΠΕΙΣΟΔΙΟΝ ΕΙΣ ΘΑΣΟΝ ΣΤΡΑΤΙΩΤΩΝ ΚΑΙ ΠΟΛΙΤΩΝ [447,31,584,59]
article-text: ΛΕΟΠΟΛΝΤΒΙΛ, 2. (Ρώυτερ). — Ο Γενικός Γραμματεύς του ΟΗΕ κ. Ντάγκ Χάμμερσκελντ, με τας επιμόνους προσπαθείας του, απέτρεψε την περιπλοκήν της καταστάσεως εις το Κογκό. ΣΥΓΚΑΛΕΙΤΑΙ ΤΟ ΝΑΤΟ — Το συμβούλιον θα συνέλθη. ΒΡΑΔΕΩΣ ΕΙΣ ΤΟ ΒΡΥΞΕΛΛΑΙ. Η ΣΤΑΣΙΣ ΤΟΥ ΒΕΛΓΙΟΥ. ΔΕΝ ΛΑΜΒΑΝΕΙ ΘΕΣΙΝ. ΠΟΣΟΝ ΑΞΙΖΕΙ ΕΝΑΣ ΤΑΥΡΟΣ — ΜΠΟΥΕΝΟΣ ΑΫΡΕΣ, 2. (Ρώυτερ). — Εις δημοπρασίαν ταύρος επωλήθη αντί 11.000.000 πέσος. ΑΝΤΡΙΟΥ ΜΠΟΡΕΙΤΕ. Η ΕΝΙΣΧΥΣΙΣ ΤΟΥ ΒΕΛΓΙΟΥ. ΟΙ ΕΠΑΝΑΠΑΤΡΙΖΟΜΕΝΟΙ. ΟΙ ΙΜΠΕΡΙΑΛΙΣΤΑΙ — ΤΣΑΚΑΡΤΑ, 2. (Ρώυτερ). [799,600,1152,724]
article-text: ΑΘΗΝΑΙ, 2. — Αι Αρχαί Ασφαλείας εξήρθρωσαν νέον κατασκοπευτικόν δίκτυον, τα μέλη του οποίου συνελήφθησαν. [422,610,610,654]
article-body [1159,944,1537,991]
column-2 [422,27,610,2307]
article-text: ΜΟΣΧΑ, 2. (Ρώυτερ). — Η Σοβιετική Ένωσις εζήτησεν από τας Ηνωμένας Πολιτείας να θέσουν τέρμα εις τας «προκλητικάς ενεργείας» των αμερικανικών αεροσκαφών παρά τα σοβιετικά σύνορα. Η σοβιετική κυβέρνησις, αναφέρει η διακοίνωσις, επιφυλάσσεται του δικαιώματος να λάβη όλα τα αναγκαία μέτρα ασφαλείας. [39,549,414,604]
article-body [39,1435,414,1479]
article-text: ΜΕΡΟΣ ΤΗΣ ΟΛΗΣ ΠΡΟΣΠΑΘΕΙΑΣ — Οι Άγγλοι πιστεύουν ότι αι συνομιλίαι αυταί αποτελούν μέρος της όλης προσπαθείας διά την άρσιν των διαφορών μεταξύ των «Έξ» και των «Επτά». Η επίσκεψις είναι αλληλένδετος με τας συνομιλίας των κ. κ. Ντε Γκώλ και Αντενάουερ εις το Παρίσι. Παρατηρηταί φρονούν ότι θα εξετασθή και το ζήτημα του Βερολίνου. [39,230,414,409]
